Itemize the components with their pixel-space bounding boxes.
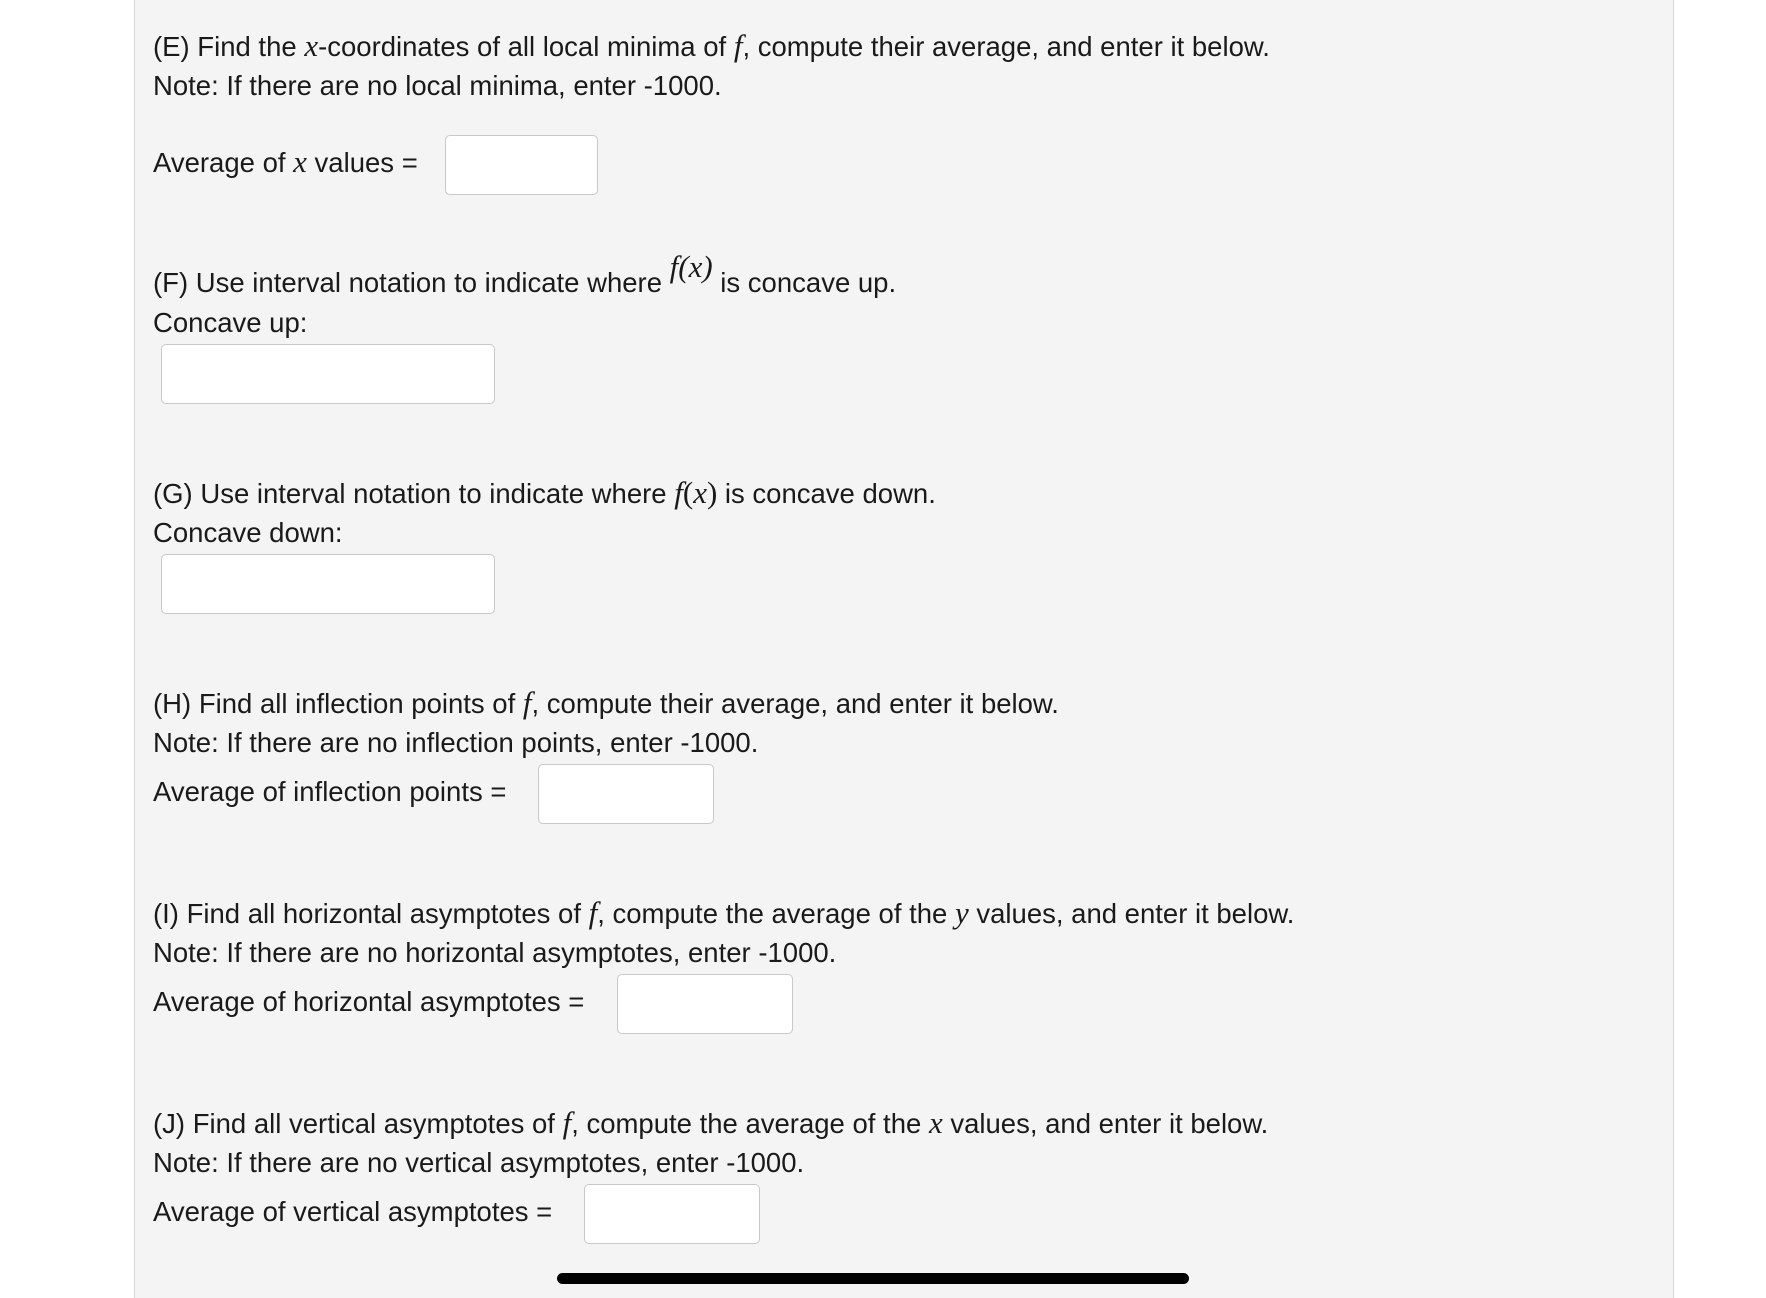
- question-h-prefix: (H) Find all inflection points of: [153, 688, 523, 719]
- question-j-mid: , compute the average of the: [571, 1108, 929, 1139]
- question-e-text: [153, 29, 1270, 64]
- question-i-prefix: (I) Find all horizontal asymptotes of: [153, 898, 589, 929]
- question-i-text: [153, 896, 1294, 931]
- question-j-text: [153, 1106, 1268, 1141]
- answer-input-g[interactable]: [161, 554, 495, 614]
- question-e-rest: , compute their average, and enter it below.: [742, 31, 1270, 62]
- question-g-label: Concave down:: [153, 517, 343, 548]
- math-open-paren: (: [682, 475, 694, 510]
- question-f-label: Concave up:: [153, 307, 308, 338]
- math-f-of-x-clipped: [669, 249, 713, 284]
- question-j-prefix: (J) Find all vertical asymptotes of: [153, 1108, 563, 1139]
- question-j-label: Average of vertical asymptotes =: [153, 1196, 553, 1227]
- question-j-suffix: values, and enter it below.: [942, 1108, 1269, 1139]
- math-x: x: [293, 144, 307, 179]
- question-panel: [134, 0, 1674, 1298]
- math-f: f: [562, 1105, 572, 1140]
- question-h-label: Average of inflection points =: [153, 776, 507, 807]
- answer-input-i[interactable]: [617, 974, 793, 1034]
- question-h-suffix: , compute their average, and enter it below.: [531, 688, 1059, 719]
- question-h-text: [153, 686, 1059, 721]
- math-f: f: [674, 475, 683, 510]
- answer-input-f[interactable]: [161, 344, 495, 404]
- math-x: x: [304, 28, 319, 63]
- question-h-note: Note: If there are no inflection points, enter -1000.: [153, 727, 759, 758]
- math-close-paren: ): [706, 475, 718, 510]
- question-f-prefix: (F) Use interval notation to indicate where: [153, 267, 670, 298]
- question-f-suffix: is concave up.: [712, 267, 897, 298]
- math-x: x: [928, 1105, 943, 1140]
- question-f-text: [153, 249, 897, 300]
- math-f: f: [733, 28, 743, 63]
- question-j-note: Note: If there are no vertical asymptotes, enter -1000.: [153, 1147, 805, 1178]
- answer-input-h[interactable]: [538, 764, 714, 824]
- question-e-suffix: -coordinates of all local minima of: [318, 31, 734, 62]
- math-f-of-x: f(x): [669, 249, 713, 284]
- answer-input-e[interactable]: [445, 135, 598, 195]
- question-i-note: Note: If there are no horizontal asymptotes, enter -1000.: [153, 937, 837, 968]
- question-i-mid: , compute the average of the: [597, 898, 955, 929]
- question-e-label: [153, 145, 418, 180]
- label-suffix: values =: [306, 147, 418, 178]
- answer-input-j[interactable]: [584, 1184, 760, 1244]
- question-g-prefix: (G) Use interval notation to indicate where: [153, 478, 675, 509]
- question-e-note: Note: If there are no local minima, enter -1000.: [153, 70, 722, 101]
- label-prefix: Average of: [153, 147, 294, 178]
- math-x: x: [693, 475, 707, 510]
- math-y: y: [954, 895, 969, 930]
- math-f: f: [588, 895, 598, 930]
- question-i-label: Average of horizontal asymptotes =: [153, 986, 585, 1017]
- question-i-suffix: values, and enter it below.: [968, 898, 1295, 929]
- question-g-text: [153, 476, 936, 511]
- math-f: f: [522, 685, 532, 720]
- question-e-prefix: (E) Find the: [153, 31, 305, 62]
- home-indicator[interactable]: [557, 1273, 1189, 1284]
- question-g-suffix: is concave down.: [717, 478, 936, 509]
